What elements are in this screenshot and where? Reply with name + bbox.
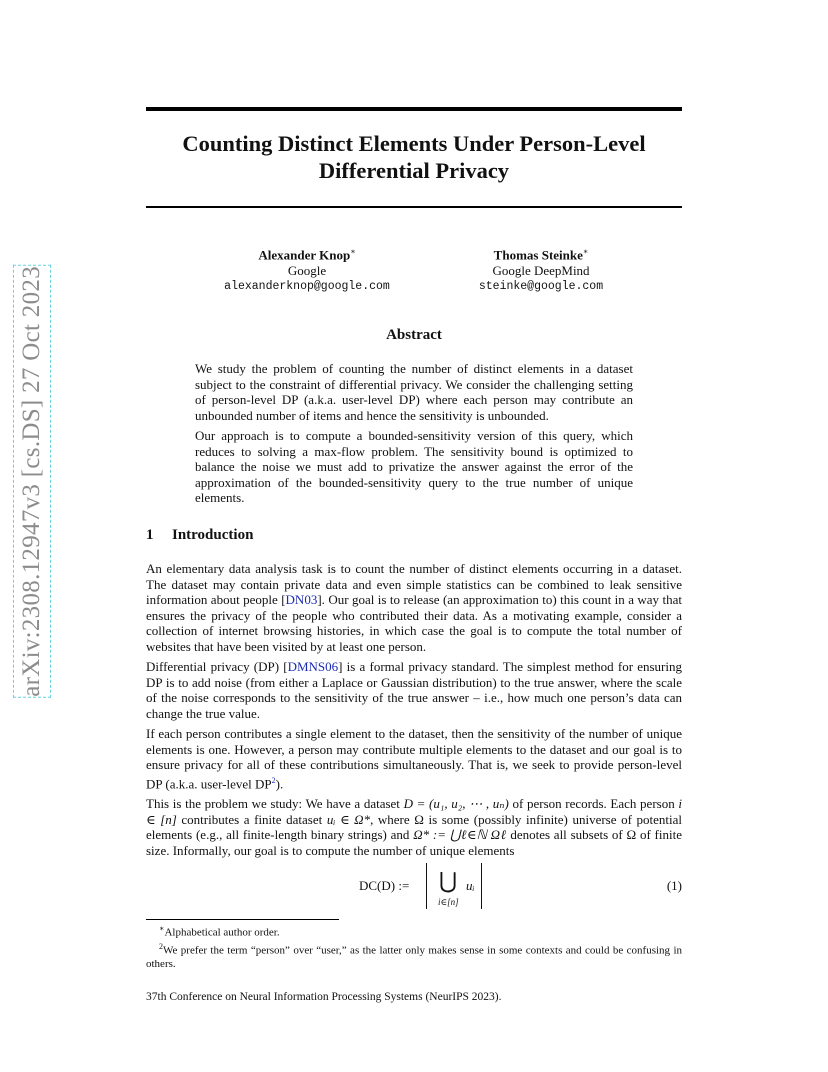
abstract-heading: Abstract bbox=[386, 327, 442, 343]
abstract-paragraph: We study the problem of counting the number of distinct elements in a dataset subject to the constraint of differential privacy. We consider the challenging setting of person-level DP (a.k.a. user-level DP) where each person may contribute an unbounded number of items and hence the sensitivity is unbounded. bbox=[195, 361, 633, 423]
text-run: ] is a formal privacy standard. The simplest method for ensuring DP is to add noise (from either a Laplace or Gaussian distribution) to the true answer, where the scale of the noise corresponds to the sensitivity of the true answer – i.e., how much one person’s data can change the true value. bbox=[146, 659, 682, 721]
equation-lhs: DC(D) := bbox=[359, 878, 410, 893]
author-name: Thomas Steinke bbox=[493, 247, 583, 263]
footnote bbox=[146, 940, 682, 972]
display-equation bbox=[146, 861, 682, 913]
text-run: An elementary data analysis task is to count the number of distinct elements occurring in a dataset. The dataset may contain private data and even simple statistics can be combined to leak sensitive information about people [ bbox=[146, 561, 682, 607]
text-run: denotes all subsets of Ω of finite size. Informally, our goal is to compute the number of unique elements bbox=[146, 827, 682, 858]
abs-bar-left bbox=[426, 863, 427, 909]
abstract-body bbox=[195, 361, 633, 511]
venue-footer: 37th Conference on Neural Information Processing Systems (NeurIPS 2023). bbox=[146, 991, 502, 1003]
citation-link[interactable]: DMNS06 bbox=[287, 659, 339, 674]
footnote-mark: ∗ bbox=[159, 924, 165, 933]
equation-number: (1) bbox=[666, 878, 682, 893]
text-run: , where Ω is some (possibly infinite) universe of potential elements (e.g., all finite-length binary strings) and bbox=[146, 811, 682, 843]
math-inline: D = (u₁, u₂, ⋯ , uₙ) bbox=[403, 796, 509, 812]
title-rule bbox=[146, 206, 682, 208]
footnote-text: Alphabetical author order. bbox=[164, 926, 280, 939]
author-block-2 bbox=[441, 244, 641, 295]
section-number: 1 bbox=[146, 527, 154, 543]
author-name: Alexander Knop bbox=[258, 247, 351, 263]
body-paragraph bbox=[146, 659, 682, 721]
text-run: contributes a finite dataset bbox=[176, 811, 327, 827]
arxiv-identifier[interactable]: arXiv:2308.12947v3 [cs.DS] 27 Oct 2023 bbox=[13, 265, 51, 698]
equation-content bbox=[359, 861, 519, 913]
author-mark: ∗ bbox=[350, 247, 356, 256]
footnote-link[interactable]: 2 bbox=[271, 775, 276, 785]
union-term: uᵢ bbox=[466, 878, 475, 893]
citation-link[interactable]: DN03 bbox=[285, 592, 318, 607]
math-inline: Ω* := ⋃ℓ∈ℕ Ωℓ bbox=[413, 827, 507, 843]
section-heading bbox=[146, 527, 253, 544]
text-run: If each person contributes a single element to the dataset, then the sensitivity of the number of unique elements is one. However, a person may contribute multiple elements to the dataset and our goal is to ensure privacy for all of these contributions simultaneously. That is, we seek to provide person-level DP (a.k.a. user-level DP bbox=[146, 726, 682, 791]
footnote-mark: 2 bbox=[159, 941, 163, 951]
body-paragraph bbox=[146, 726, 682, 791]
math-inline: uᵢ ∈ Ω* bbox=[326, 811, 371, 827]
body-paragraph bbox=[146, 796, 682, 858]
footnotes bbox=[146, 922, 682, 971]
text-run: This is the problem we study: We have a dataset bbox=[146, 796, 404, 812]
footnote-text: We prefer the term “person” over “user,” as the latter only makes sense in some contexts and could be confusing in others. bbox=[146, 944, 682, 971]
text-run: ). bbox=[275, 775, 284, 791]
footnote-rule bbox=[146, 919, 339, 920]
abs-bar-right bbox=[481, 863, 482, 909]
big-union-symbol: ⋃ bbox=[439, 868, 458, 893]
author-affiliation: Google DeepMind bbox=[492, 263, 590, 279]
paper-title: Counting Distinct Elements Under Person-Level Differential Privacy bbox=[182, 131, 646, 183]
text-run: of person records. Each person bbox=[508, 796, 679, 812]
top-rule bbox=[146, 107, 682, 111]
text-run: Differential privacy (DP) [ bbox=[146, 659, 288, 674]
author-email[interactable]: steinke@google.com bbox=[478, 280, 604, 294]
section-body bbox=[146, 561, 682, 863]
text-run: ]. Our goal is to release (an approximation to) this count in a way that ensures the privacy of the people who contributed their data. As a motivating example, consider a collection of internet browsing histories, in which case the goal is to compute the total number of websites that have been visited by at least one person. bbox=[146, 592, 682, 654]
author-mark: ∗ bbox=[582, 247, 589, 256]
math-inline: i ∈ [n] bbox=[146, 796, 682, 827]
footnote bbox=[146, 922, 682, 940]
author-affiliation: Google bbox=[287, 263, 327, 279]
body-paragraph bbox=[146, 561, 682, 654]
union-subscript: i∈[n] bbox=[438, 897, 459, 907]
author-email[interactable]: alexanderknop@google.com bbox=[224, 280, 390, 294]
author-block-1 bbox=[207, 244, 407, 295]
section-title: Introduction bbox=[172, 527, 254, 543]
abstract-paragraph: Our approach is to compute a bounded-sensitivity version of this query, which reduces to solving a max-flow problem. The sensitivity bound is optimized to balance the noise we must add to privatize the answer against the error of the approximation of the bounded-sensitivity query to the true number of unique elements. bbox=[195, 428, 633, 505]
